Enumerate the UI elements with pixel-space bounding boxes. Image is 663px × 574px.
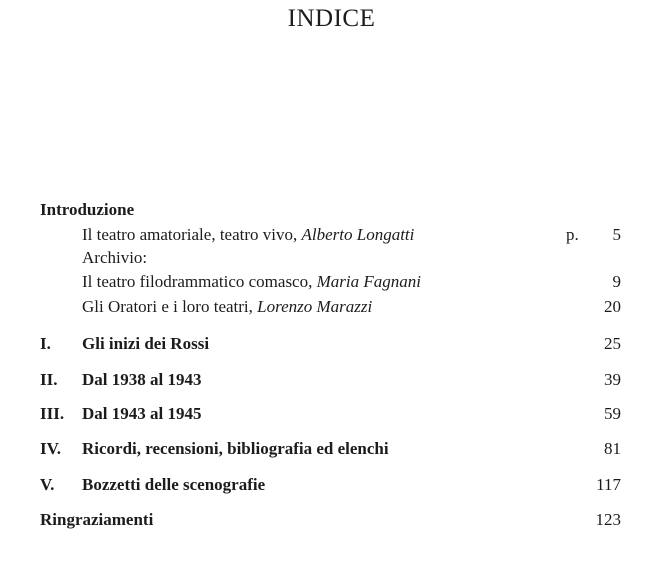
introduction-heading-row xyxy=(0,198,663,222)
entry-text: Il teatro amatoriale, teatro vivo, xyxy=(82,225,302,244)
page-number: 59 xyxy=(604,404,621,423)
chapter-title: Gli inizi dei Rossi xyxy=(82,334,210,353)
page-number: 117 xyxy=(596,475,621,494)
page-title: INDICE xyxy=(287,5,376,32)
page-number: 20 xyxy=(604,297,621,316)
entry-text: Gli Oratori e i loro teatri, xyxy=(82,297,258,316)
chapter-number: V. xyxy=(40,475,55,494)
chapter-row xyxy=(0,402,663,426)
entry-title xyxy=(82,223,414,247)
page-number: 81 xyxy=(604,439,621,458)
toc-entry xyxy=(0,223,663,247)
chapter-number: III. xyxy=(40,404,65,423)
entry-text: Il teatro filodrammatico comasco, xyxy=(82,272,317,291)
entry-author: Maria Fagnani xyxy=(316,272,421,291)
chapter-row xyxy=(0,473,663,497)
chapter-number: II. xyxy=(40,370,58,389)
page-number: 9 xyxy=(612,272,621,291)
page-number: 25 xyxy=(604,334,621,353)
chapter-title: Ricordi, recensioni, bibliografia ed elenchi xyxy=(82,439,389,458)
page-number: 39 xyxy=(604,370,621,389)
acknowledgements-title: Ringraziamenti xyxy=(40,510,154,529)
entry-title xyxy=(82,246,147,270)
entry-author: Alberto Longatti xyxy=(301,225,415,244)
chapter-row xyxy=(0,437,663,461)
entry-title xyxy=(82,270,421,294)
page-prefix: p. xyxy=(566,225,579,244)
acknowledgements-row xyxy=(0,508,663,532)
toc-entry xyxy=(0,295,663,319)
entry-author: Lorenzo Marazzi xyxy=(257,297,373,316)
chapter-number: I. xyxy=(40,334,51,353)
entry-title xyxy=(82,295,372,319)
chapter-row xyxy=(0,368,663,392)
introduction-heading: Introduzione xyxy=(40,200,135,219)
chapter-title: Dal 1943 al 1945 xyxy=(82,404,202,423)
page-number: 5 xyxy=(612,225,621,244)
chapter-title: Dal 1938 al 1943 xyxy=(82,370,202,389)
toc-entry xyxy=(0,246,663,270)
page-number: 123 xyxy=(595,510,621,529)
chapter-row xyxy=(0,332,663,356)
toc-entry xyxy=(0,270,663,294)
chapter-number: IV. xyxy=(40,439,61,458)
chapter-title: Bozzetti delle scenografie xyxy=(82,475,266,494)
entry-text: Archivio: xyxy=(82,248,148,267)
